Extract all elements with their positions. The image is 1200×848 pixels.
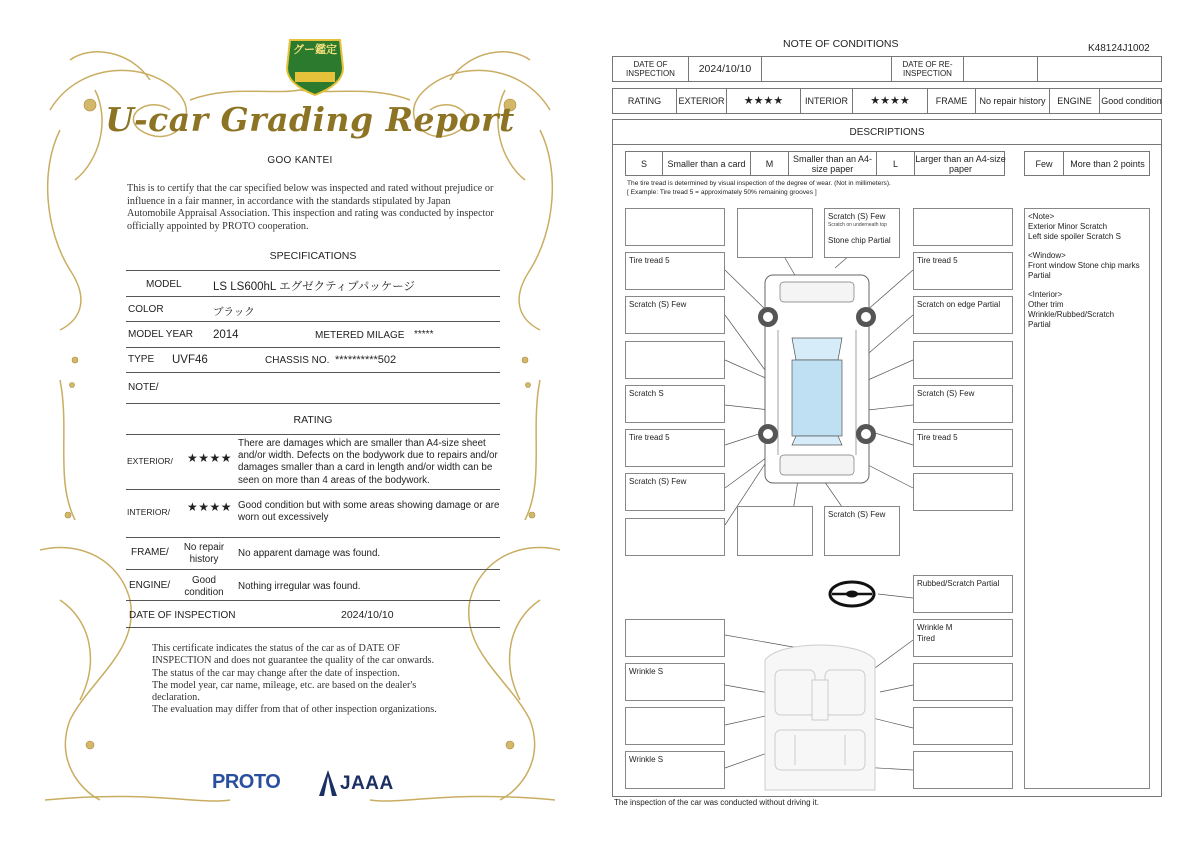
legend-l: L: [876, 152, 914, 175]
callout-text: Scratch on edge Partial: [917, 300, 1001, 309]
date-of-inspection-label: DATE OF INSPECTION: [129, 610, 236, 621]
engine-label: ENGINE: [1049, 89, 1099, 113]
window-heading: <Window>: [1028, 251, 1066, 260]
callout-left-scratch-s: [625, 385, 725, 423]
note-line: Partial: [1028, 271, 1051, 280]
date-of-inspection-label: DATE OF INSPECTION: [626, 60, 675, 78]
reinspection-label: DATE OF RE-INSPECTION: [891, 57, 963, 81]
callout-box: [625, 707, 725, 745]
callout-box: [625, 208, 725, 246]
divider: [126, 600, 500, 601]
chassis-value: **********502: [335, 354, 397, 366]
engine-value: Good condition: [184, 575, 224, 598]
callout-text: Tire tread 5: [629, 256, 670, 265]
frame-label: FRAME/: [131, 547, 169, 558]
callout-box: [737, 506, 813, 556]
note-line: Front window Stone chip marks: [1028, 261, 1140, 270]
callout-tire-rear-left: [625, 429, 725, 467]
certificate-disclaimer: [152, 643, 482, 717]
note-line: Wrinkle/Rubbed/Scratch: [1028, 310, 1115, 319]
callout-box: [625, 518, 725, 556]
car-top-view-diagram: [758, 275, 876, 483]
interior-label: INTERIOR: [800, 89, 852, 113]
callout-text: Scratch (S) Few: [629, 477, 687, 486]
callout-text: Scratch (S) Few: [828, 510, 886, 519]
conditions-title: NOTE OF CONDITIONS: [783, 38, 899, 50]
callout-box: [913, 208, 1013, 246]
exterior-label: EXTERIOR/: [127, 456, 173, 466]
callout-text: Tire tread 5: [917, 433, 958, 442]
callout-rear-center: [824, 506, 900, 556]
legend-m: M: [750, 152, 788, 175]
note-line: Exterior Minor Scratch: [1028, 222, 1108, 231]
divider: [126, 296, 500, 297]
frame-description: No apparent damage was found.: [238, 548, 381, 559]
callout-front-center: [824, 208, 900, 258]
rating-label: RATING: [627, 96, 662, 106]
report-subtitle: GOO KANTEI: [267, 155, 333, 166]
certification-statement: This is to certify that the car specified below was inspected and rated without prejudice or influence in a fair manner, in accordance with the standards stipulated by Japan Automobile Appraisal Association. This inspection and rating was conducted by inspector officially appointed by PROTO cooperation.: [127, 183, 494, 232]
divider: [126, 403, 500, 404]
divider: [126, 434, 500, 435]
legend-s-desc: Smaller than a card: [662, 152, 750, 175]
note-heading: <Note>: [1028, 212, 1055, 221]
disclaimer-line: This certificate indicates the status of the car as of DATE OF: [152, 643, 401, 654]
frame-value: No repair history: [183, 542, 225, 565]
jaaa-emblem-icon: [319, 770, 337, 796]
frame-label: FRAME: [927, 89, 975, 113]
engine-description: Nothing irregular was found.: [238, 581, 361, 592]
rating-heading: RATING: [293, 414, 333, 426]
chassis-label: CHASSIS NO.: [265, 355, 330, 366]
divider: [126, 321, 500, 322]
callout-text: Tired: [917, 634, 935, 643]
color-value: ブラック: [213, 306, 255, 318]
callout-text: Scratch (S) Few: [917, 389, 975, 398]
disclaimer-line: INSPECTION and does not guarantee the quality of the car onwards.: [152, 655, 435, 667]
callout-text: Wrinkle M: [917, 623, 953, 632]
callout-tire-front-left: [625, 252, 725, 290]
engine-label: ENGINE/: [129, 580, 171, 591]
interior-stars: ★★★★: [187, 500, 233, 514]
callout-subtext: Scratch on underneath top: [828, 222, 887, 228]
date-of-inspection-value: 2024/10/10: [688, 57, 761, 81]
car-interior-diagram: [765, 645, 875, 790]
callout-wrinkle-rear: [625, 751, 725, 789]
divider: [126, 537, 500, 538]
callout-text: Rubbed/Scratch Partial: [917, 579, 1000, 588]
divider: [126, 270, 500, 271]
callout-tire-rear-right: [913, 429, 1013, 467]
callout-text: Tire tread 5: [629, 433, 670, 442]
report-id: K48124J1002: [1088, 43, 1150, 54]
legend-m-desc: Smaller than an A4-size paper: [788, 152, 876, 175]
engine-value: Good condition: [1099, 89, 1163, 113]
callout-text: Scratch S: [629, 389, 664, 398]
legend-s: S: [640, 158, 647, 169]
divider: [126, 569, 500, 570]
callout-steering: [913, 575, 1013, 613]
exterior-label: EXTERIOR: [676, 89, 726, 113]
callout-tire-front-right: [913, 252, 1013, 290]
jaaa-logo: JAAA: [340, 773, 394, 794]
interior-stars: ★★★★: [852, 89, 927, 113]
exterior-stars: ★★★★: [187, 451, 233, 465]
badge-text: グー鑑定: [293, 44, 337, 56]
model-label: MODEL: [146, 279, 182, 290]
notes-box: [1024, 208, 1150, 789]
steering-wheel-icon: [830, 582, 874, 606]
callout-box: [913, 707, 1013, 745]
callout-left-scratch: [625, 296, 725, 334]
interior-label: INTERIOR/: [127, 507, 170, 517]
type-value: UVF46: [172, 354, 208, 366]
divider: [126, 627, 500, 628]
disclaimer-line: The model year, car name, mileage, etc. are based on the dealer's: [152, 679, 417, 691]
disclaimer-line: The evaluation may differ from that of other inspection organizations.: [152, 704, 437, 716]
callout-text: Wrinkle S: [629, 667, 664, 676]
metered-milage-label: METERED MILAGE: [315, 330, 405, 341]
divider: [126, 489, 500, 490]
note-line: Partial: [1028, 320, 1051, 329]
callout-box: [625, 619, 725, 657]
callout-seat-wrinkle: [913, 619, 1013, 657]
model-value: LS LS600hL エグゼクティブパッケージ: [213, 281, 416, 293]
callout-box: [913, 341, 1013, 379]
report-title: U-car Grading Report: [105, 100, 515, 139]
inspection-footer-note: The inspection of the car was conducted without driving it.: [614, 798, 819, 807]
callout-box: [625, 341, 725, 379]
frame-value: No repair history: [975, 89, 1049, 113]
exterior-description: There are damages which are smaller than A4-size sheet and/or width. Defects on the bodywork due to repairs and/or damages smaller than a card in length and/or width can be seen on more than 4 areas of the bodywork.: [238, 438, 498, 486]
note-line: Left side spoiler Scratch S: [1028, 232, 1121, 241]
callout-wrinkle-front: [625, 663, 725, 701]
disclaimer-line: The status of the car may change after the date of inspection.: [152, 667, 400, 679]
note-of-conditions-sheet: [600, 0, 1200, 848]
type-label: TYPE: [128, 354, 155, 365]
callout-box: [737, 208, 813, 258]
tread-example: [ Example: Tire tread 5 = approximately 50% remaining grooves ]: [627, 189, 817, 196]
proto-logo: PROTO: [212, 771, 281, 793]
color-label: COLOR: [128, 304, 164, 315]
note-label: NOTE/: [128, 382, 159, 393]
divider: [126, 372, 500, 373]
divider: [126, 347, 500, 348]
callout-text: Scratch (S) Few: [828, 212, 886, 221]
callout-text: Scratch (S) Few: [629, 300, 687, 309]
interior-description: Good condition but with some areas showing damage or are worn out excessively: [238, 500, 500, 524]
callout-text: Wrinkle S: [629, 755, 664, 764]
callout-text: Tire tread 5: [917, 256, 958, 265]
metered-milage-value: *****: [414, 329, 434, 340]
tread-note: The tire tread is determined by visual inspection of the degree of wear. (Not in millimeters).: [627, 180, 891, 187]
date-of-inspection-value: 2024/10/10: [341, 609, 394, 621]
callout-edge-scratch: [913, 296, 1013, 334]
interior-heading: <Interior>: [1028, 290, 1063, 299]
disclaimer-line: declaration.: [152, 692, 200, 704]
model-year-label: MODEL YEAR: [128, 329, 194, 340]
note-line: Other trim: [1028, 300, 1064, 309]
descriptions-heading: DESCRIPTIONS: [612, 119, 1162, 145]
legend-l-desc: Larger than an A4-size paper: [915, 153, 1006, 174]
callout-box: [913, 473, 1013, 511]
specifications-heading: SPECIFICATIONS: [269, 250, 357, 262]
exterior-stars: ★★★★: [726, 89, 800, 113]
model-year-value: 2014: [213, 329, 239, 341]
callout-box: [913, 663, 1013, 701]
legend-few: Few: [1035, 158, 1053, 169]
legend-few-desc: More than 2 points: [1063, 152, 1151, 175]
callout-rear-left-scratch: [625, 473, 725, 511]
callout-box: [913, 751, 1013, 789]
callout-right-scratch: [913, 385, 1013, 423]
callout-text: Stone chip Partial: [828, 236, 891, 245]
